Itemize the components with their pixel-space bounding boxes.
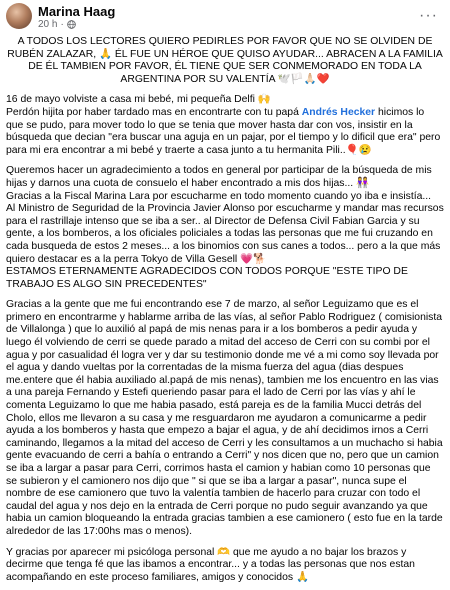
avatar[interactable] xyxy=(6,3,32,29)
post-paragraph-3: Queremos hacer un agradecimiento a todos en general por participar de la búsqueda de mis hijas y darnos una cuota de consuelo el haber encontrado a mis dos hijas... 👭 xyxy=(6,165,432,189)
post-paragraph-8: Y gracias por aparecer mi psicóloga personal 🫶 que me ayudo a no bajar los brazos y decirme que tenga fé que las ibamos a encontrar... y a todas las personas que nos estan acompañando en este proceso familiares, amigos y conocidos 🙏 xyxy=(6,546,415,583)
post-text: Perdón hijita por haber tardado mas en encontrarte con tu papá xyxy=(6,106,302,118)
post-text: hicimos lo que se pudo, para mover todo lo que se tenia que mover hasta dar con vos, insistir en la búsqueda que decian "era buscar una aguja en un pajar, por el tiempo y lo dificil que era" pero para mi era encontrar a mi bebé y traerte a casa junto a tu hermanita Pili..🎈😢 xyxy=(6,106,441,156)
post-time[interactable]: 20 h xyxy=(38,19,58,30)
post-paragraph-4: Gracias a la Fiscal Marina Lara por escucharme en todo momento cuando yo iba e insistía... xyxy=(6,190,432,202)
author-name[interactable]: Marina Haag xyxy=(38,4,116,19)
post-paragraph-1: A TODOS LOS LECTORES QUIERO PEDIRLES POR FAVOR QUE NO SE OLVIDEN DE RUBÉN ZALAZAR, 🙏 ÉL FUE UN HÉROE QUE QUISO AYUDAR... ABRACEN A LA FAMILIA DE ÉL TAMBIEN POR FAVOR, ÉL TIENE QUE SER CONMEMORADO EN TODA LA ARGENTINA POR SU VALENTÍA 🕊️🏳️🙏🏻❤️ xyxy=(7,36,443,85)
mention-link[interactable]: Andrés Hecker xyxy=(301,106,376,118)
post-body xyxy=(0,36,450,584)
post-paragraph-5: Al Ministro de Seguridad de la Provincia Javier Alonso por escucharme y mandar mas recursos para el rastrillaje intenso que se iba a ser.. al Director de Defensa Civil Fabian Garcia y su gente, a los bomberos, a los oficiales policiales a todas las personas que me fui cruzando en cada busqueda de estos 2 meses... a los binomios con sus canes a todos... pero a la que más quiero destacar es a la perra Tokyo de Villa Gesell 💗🐕 xyxy=(6,203,444,265)
post-paragraph-2b xyxy=(6,107,444,157)
post-paragraph-2a: 16 de mayo volviste a casa mi bebé, mi pequeña Delfi 🙌 xyxy=(6,94,271,106)
post-meta xyxy=(38,19,76,30)
meta-separator: · xyxy=(60,19,64,30)
more-options-icon[interactable]: ··· xyxy=(419,7,438,24)
globe-icon xyxy=(67,20,76,29)
post-paragraph-6: ESTAMOS ETERNAMENTE AGRADECIDOS CON TODOS PORQUE "ESTE TIPO DE TRABAJO ES ALGO SIN PRECEDENTES" xyxy=(6,266,408,290)
post-paragraph-7: Gracias a la gente que me fui encontrando ese 7 de marzo, al señor Leguizamo que es el primero en encontrarme y hablarme arriba de las vías, al señor Pablo Rodriguez ( comisionista de Villalonga ) que lo auxilió al papá de mis nenas para ir a los bomberos a pedir ayuda y luego él volviendo de cerri se quede parado a mitad del acceso de Cerri con su combi por el agua y por casualidad él logra ver y dar su testimonio donde me vé a mi como soy llevada por el agua y dando vueltas por la correntadas de la misma fuerza del agua (dias despues me.entere que él habia auxiliado al.papá de mis nenas), tambien me los encuentro en las vias a una pareja Fernando y Estefi queriendo pasar para el lado de Cerri por las vías y ahí le comenta Leguizamo lo que me habia pasado, está pareja es de la familia Mucci detrás del Cholo, ellos me llevaron a su casa y me resguardaron me ayudaron a comunicarme a pedir ayuda a los bomberos y hasta que empezo a bajar el agua, y de ahí decidimos irnos a Cerri caminando, llegamos a la mitad del acceso de Cerri y les consultamos a un muchacho si habia gente evacuando de cerri a bahía o entrando a Cerri" y nos dicen que no, pero que un camion se iba a largar a pasar para Cerri, corrimos hasta el camion y habian como 10 personas que se subieron y el camionero nos dijo que " si que se iba a largar a pasar", nunca supe el nombre de ese camionero que tuvo la valentía tambien de hacerlo para cruzar con todo el caudal del agua y nos dejo en la entrada de Cerri porque no pudo seguir avanzando ya que habia un camion bloqueando la entrada gracias tambien a ese camionero ( esto fue en la tarde alrededor de las 17:00hs mas o menos). xyxy=(6,299,443,537)
post-header xyxy=(0,0,450,36)
